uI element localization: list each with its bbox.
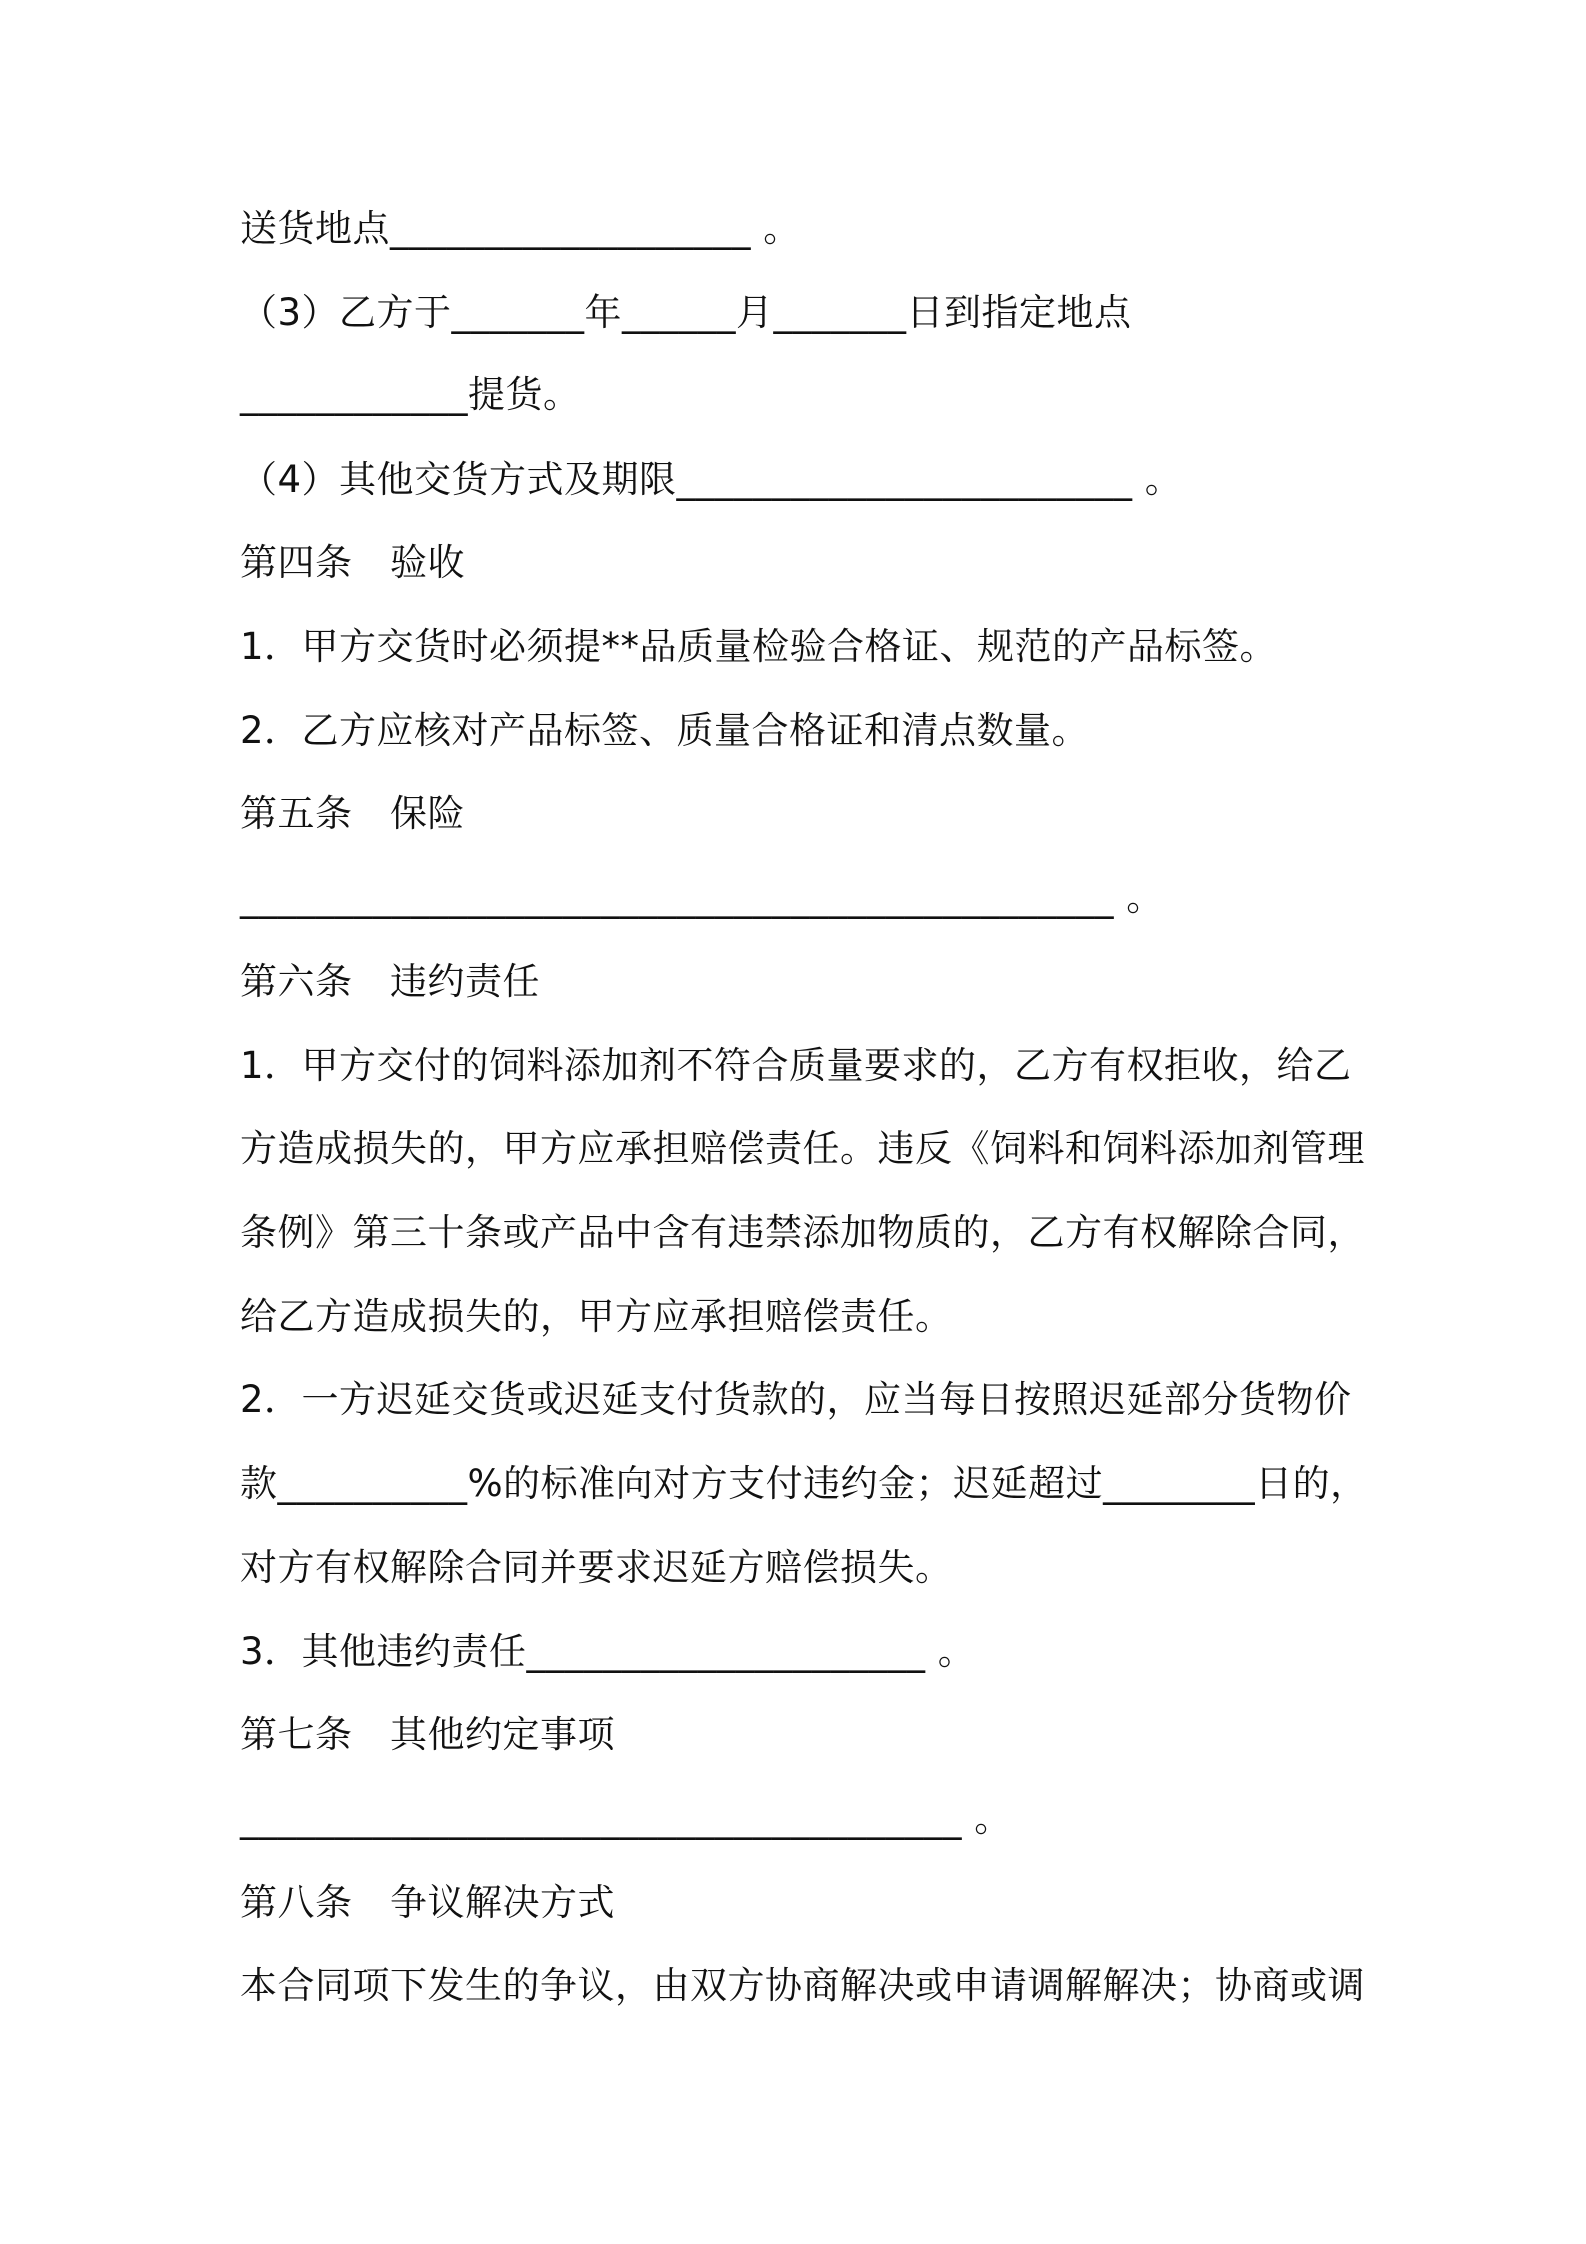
article-6-item-2-line-1: 2．一方迟延交货或迟延支付货款的，应当每日按照迟延部分货物价 [240, 1378, 1352, 1421]
other-delivery-terms-line: （4）其他交货方式及期限________________________ 。 [240, 458, 1183, 501]
article-6-item-2-line-2: 款__________%的标准向对方支付违约金；迟延超过________日的， [240, 1462, 1368, 1505]
article-6-item-1-line-2: 方造成损失的，甲方应承担赔偿责任。违反《饲料和饲料添加剂管理 [240, 1127, 1365, 1170]
article-8-heading: 第八条 争议解决方式 [240, 1881, 615, 1924]
article-6-item-1-line-4: 给乙方造成损失的，甲方应承担赔偿责任。 [240, 1295, 953, 1338]
pickup-location-line: ____________提货。 [240, 373, 581, 416]
dispute-resolution-line: 本合同项下发生的争议，由双方协商解决或申请调解解决；协商或调 [240, 1964, 1365, 2007]
article-7-heading: 第七条 其他约定事项 [240, 1713, 615, 1756]
other-matters-blank-line: ______________________________________ 。 [240, 1797, 1012, 1840]
pickup-date-line: （3）乙方于_______年______月_______日到指定地点 [240, 291, 1132, 334]
article-6-heading: 第六条 违约责任 [240, 960, 540, 1003]
article-4-item-1: 1．甲方交货时必须提**品质量检验合格证、规范的产品标签。 [240, 625, 1278, 668]
delivery-location-line: 送货地点___________________ 。 [240, 207, 801, 250]
insurance-blank-line: ______________________________________________ 。 [240, 876, 1164, 919]
article-6-item-2-line-3: 对方有权解除合同并要求迟延方赔偿损失。 [240, 1546, 953, 1589]
article-6-item-1-line-1: 1．甲方交付的饲料添加剂不符合质量要求的，乙方有权拒收，给乙 [240, 1044, 1352, 1087]
article-5-heading: 第五条 保险 [240, 792, 465, 835]
article-6-item-3: 3．其他违约责任_____________________ 。 [240, 1630, 976, 1673]
article-4-heading: 第四条 验收 [240, 541, 465, 584]
article-4-item-2: 2．乙方应核对产品标签、质量合格证和清点数量。 [240, 709, 1090, 752]
article-6-item-1-line-3: 条例》第三十条或产品中含有违禁添加物质的，乙方有权解除合同， [240, 1211, 1365, 1254]
